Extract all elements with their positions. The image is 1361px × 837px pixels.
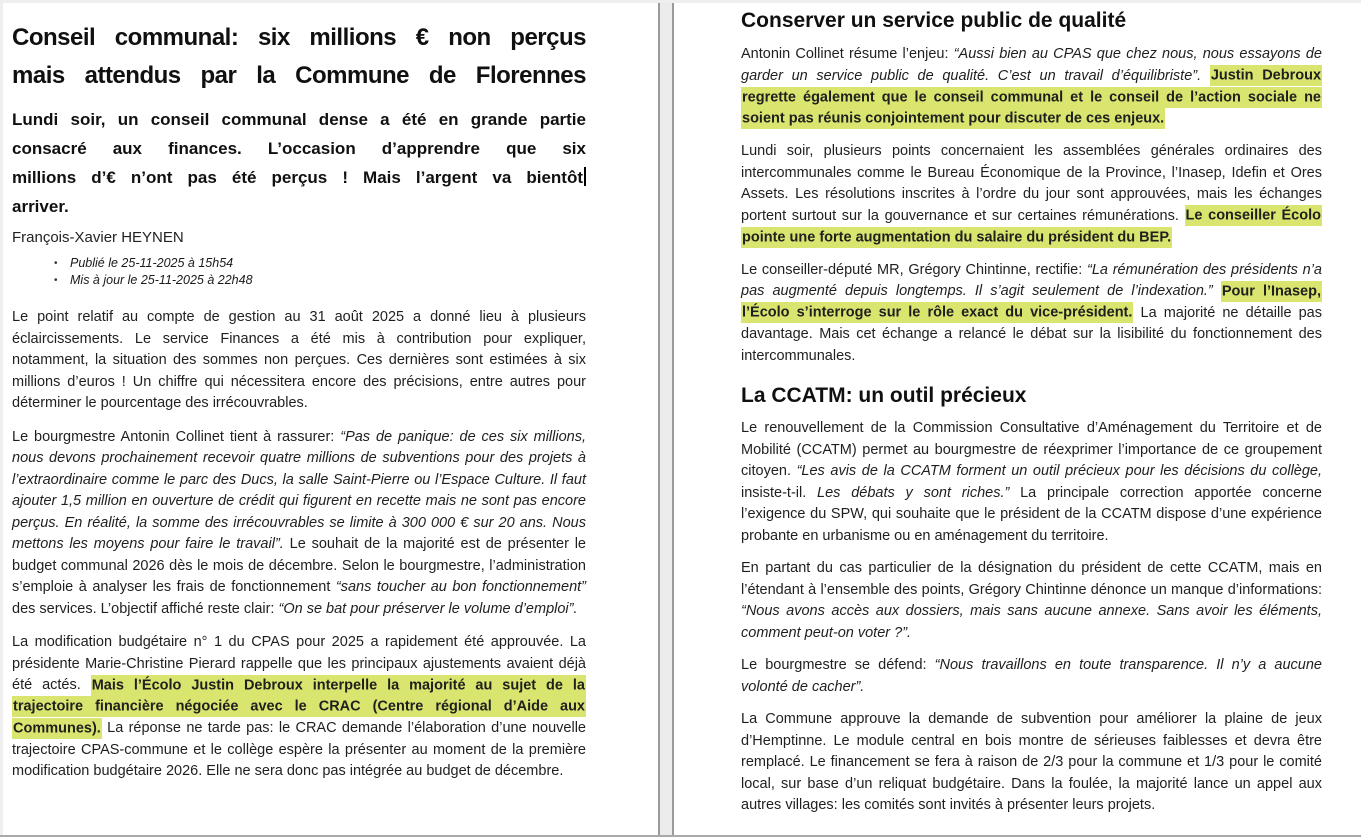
article-lede — [12, 105, 586, 221]
section-body-service-public — [741, 44, 1322, 367]
text-cursor — [584, 167, 586, 186]
highlighted-text: Pour l’Inasep, l’Écolo s’interroge sur le rôle exact du vice-président. — [741, 281, 1322, 324]
page-left[interactable] — [0, 3, 658, 837]
body-text: Le conseiller-député MR, Grégory Chintinne, rectifie: — [741, 261, 1087, 278]
body-text: En partant du cas particulier de la désignation du président de cette CCATM, mais en l’étendant à l’ensemble des points, Grégory Chintinne dénonce un manque d’informations: — [741, 560, 1322, 598]
article-paragraph — [12, 427, 586, 621]
quote-text: “Nous travaillons en toute transparence. Il n’y a aucune volonté de cacher”. — [741, 657, 1322, 695]
article-paragraph — [741, 260, 1322, 368]
article-paragraph — [12, 307, 586, 415]
article-paragraph — [741, 558, 1322, 644]
section-heading-ccatm: La CCATM: un outil précieux — [741, 384, 1027, 407]
quote-text: “Les avis de la CCATM forment un outil précieux pour les décisions du collège, — [796, 463, 1323, 479]
quote-text: “Nous avons accès aux dossiers, mais sans aucune annexe. Sans avoir les éléments, comment peut-on voter ?”. — [741, 603, 1322, 641]
document-view — [0, 3, 1361, 837]
article-paragraph — [741, 141, 1322, 249]
quote-text: Les débats y sont riches.” — [817, 484, 1021, 501]
body-text: Le bourgmestre se défend: — [741, 657, 935, 673]
highlighted-text: Mais l’Écolo Justin Debroux interpelle la majorité au sujet de la trajectoire financière négociée avec le CRAC (Centre régional d’Aide aux Communes). — [12, 675, 586, 739]
quote-text: “On se bat pour préserver le volume d’emploi”. — [278, 600, 578, 617]
highlighted-text: Justin Debroux regrette également que le conseil communal et le conseil de l’action sociale ne soient pas réunis conjointement pour discuter de ces enjeux. — [741, 65, 1322, 129]
section-body-ccatm — [741, 418, 1322, 817]
article-paragraph — [741, 44, 1322, 130]
body-text: La majorité ne détaille pas davantage. Mais cet échange a relancé le débat sur la lisibilité du fonctionnement des intercommunales. — [741, 304, 1322, 364]
article-paragraph — [741, 418, 1322, 547]
quote-text: “La rémunération des présidents n’a pas augmenté depuis longtemps. Il s’agit seulement de l’indexation.” — [741, 261, 1322, 299]
article-body-left — [12, 307, 586, 783]
page-gutter — [658, 3, 674, 837]
body-text: Antonin Collinet résume l’enjeu: — [741, 46, 954, 62]
body-text: La Commune approuve la demande de subvention pour améliorer la plaine de jeux d’Hemptinne. Le module central en bois montre de sérieuses faiblesses et devra être remplacé. Le financement se fera à raison de 2/3 pour la commune et 1/3 pour le comité local, sur base d’un reliquat budgétaire. Dans la foulée, la majorité lance un appel aux autres villages: les comités sont invités à présenter leurs projets. — [741, 711, 1322, 813]
publish-date-text: Publié le 25-11-2025 à 15h54 — [70, 256, 234, 270]
body-text: La principale correction apportée concerne l’exigence du SPW, qui souhaite que le président de la CCATM dispose d’une expérience probante en urbanisme ou en aménagement du territoire. — [741, 484, 1322, 544]
bullet-icon: • — [54, 258, 58, 269]
update-date-text: Mis à jour le 25-11-2025 à 22h48 — [70, 273, 253, 287]
article-lede-line: consacré aux finances. L’occasion d’apprendre que six — [12, 139, 586, 158]
body-text: Le renouvellement de la Commission Consultative d’Aménagement du Territoire et de Mobilité (CCATM) permet au bourgmestre de réexprimer l’importance de ce groupement citoyen. — [741, 420, 1322, 479]
article-lede-text: millions d’€ n’ont pas été perçus ! Mais l’argent va bientôt — [12, 168, 583, 187]
highlighted-text: Le conseiller Écolo pointe une forte augmentation du salaire du président du BEP. — [741, 205, 1322, 248]
body-text: Le souhait de la majorité est de présenter le budget communal 2026 dès le mois de décembre. Selon le bourgmestre, l’administration s’emploie à analyser les frais de fonctionnement — [12, 536, 586, 595]
article-lede-line — [12, 163, 586, 192]
quote-text: “sans toucher au bon fonctionnement” — [335, 579, 586, 595]
section-heading-service-public: Conserver un service public de qualité — [741, 9, 1127, 32]
author-byline: François-Xavier HEYNEN — [12, 229, 184, 246]
bullet-icon: • — [54, 275, 58, 286]
update-date-item — [54, 272, 586, 289]
article-title — [12, 19, 586, 95]
quote-text: “Aussi bien au CPAS que chez nous, nous essayons de garder un service public de qualité. C’est un travail d’équilibriste”. — [741, 46, 1322, 84]
publish-date-item — [54, 255, 586, 272]
article-lede-line: Lundi soir, un conseil communal dense a été en grande partie — [12, 110, 586, 129]
body-text: insiste-t-il. — [741, 484, 818, 501]
body-text: Le bourgmestre Antonin Collinet tient à rassurer: — [12, 428, 341, 445]
article-title-line: mais attendus par la Commune de Florennes — [12, 62, 586, 89]
article-meta-list — [12, 255, 586, 289]
body-text: Le point relatif au compte de gestion au 31 août 2025 a donné lieu à plusieurs éclaircissements. Le service Finances a été mis à contribution pour expliquer, notamment, la situation des sommes non perçues. Ces dernières sont estimées à six millions d’euros ! Un chiffre qui nécessitera encore des précisions, entre autres pour déterminer le pourcentage des irrécouvrables. — [12, 309, 586, 411]
body-text: Lundi soir, plusieurs points concernaient les assemblées générales ordinaires des intercommunales comme le Bureau Économique de la Province, l’Inasep, Idefin et Ores Assets. Les résolutions inscrites à l’ordre du jour sont approuvées, mais les échanges portent surtout sur la gouvernance et sur certaines rémunérations. — [741, 143, 1322, 224]
article-lede-line: arriver. — [12, 197, 69, 216]
article-title-line: Conseil communal: six millions € non perçus — [12, 24, 586, 51]
article-paragraph — [12, 632, 586, 783]
article-paragraph — [741, 709, 1322, 817]
body-text: La modification budgétaire n° 1 du CPAS pour 2025 a rapidement été approuvée. La présidente Marie-Christine Pierard rappelle que les principaux ajustements avaient déjà été actés. — [12, 634, 586, 693]
quote-text: “Pas de panique: de ces six millions, nous devons prochainement recevoir quatre millions de subventions pour des projets à l’extraordinaire comme le parc des Ducs, la salle Saint-Pierre ou l’Espace Culture. Il faut ajouter 1,5 million en ouverture de crédit qui figurent en recette mais ne sont pas encore perçus. En réalité, la somme des irrécouvrables se limite à 300 000 € sur 20 ans. Nous mettons les moyens pour faire le travail”. — [12, 428, 586, 552]
page-left-edge — [0, 0, 3, 837]
page-right[interactable] — [674, 3, 1361, 837]
body-text: des services. L’objectif affiché reste clair: — [12, 600, 279, 617]
article-paragraph — [741, 655, 1322, 698]
body-text: La réponse ne tarde pas: le CRAC demande l’élaboration d’une nouvelle trajectoire CPAS-commune et le collège espère la présenter au moment de la première modification budgétaire 2026. Elle ne sera donc pas intégrée au budget de décembre. — [12, 720, 586, 779]
